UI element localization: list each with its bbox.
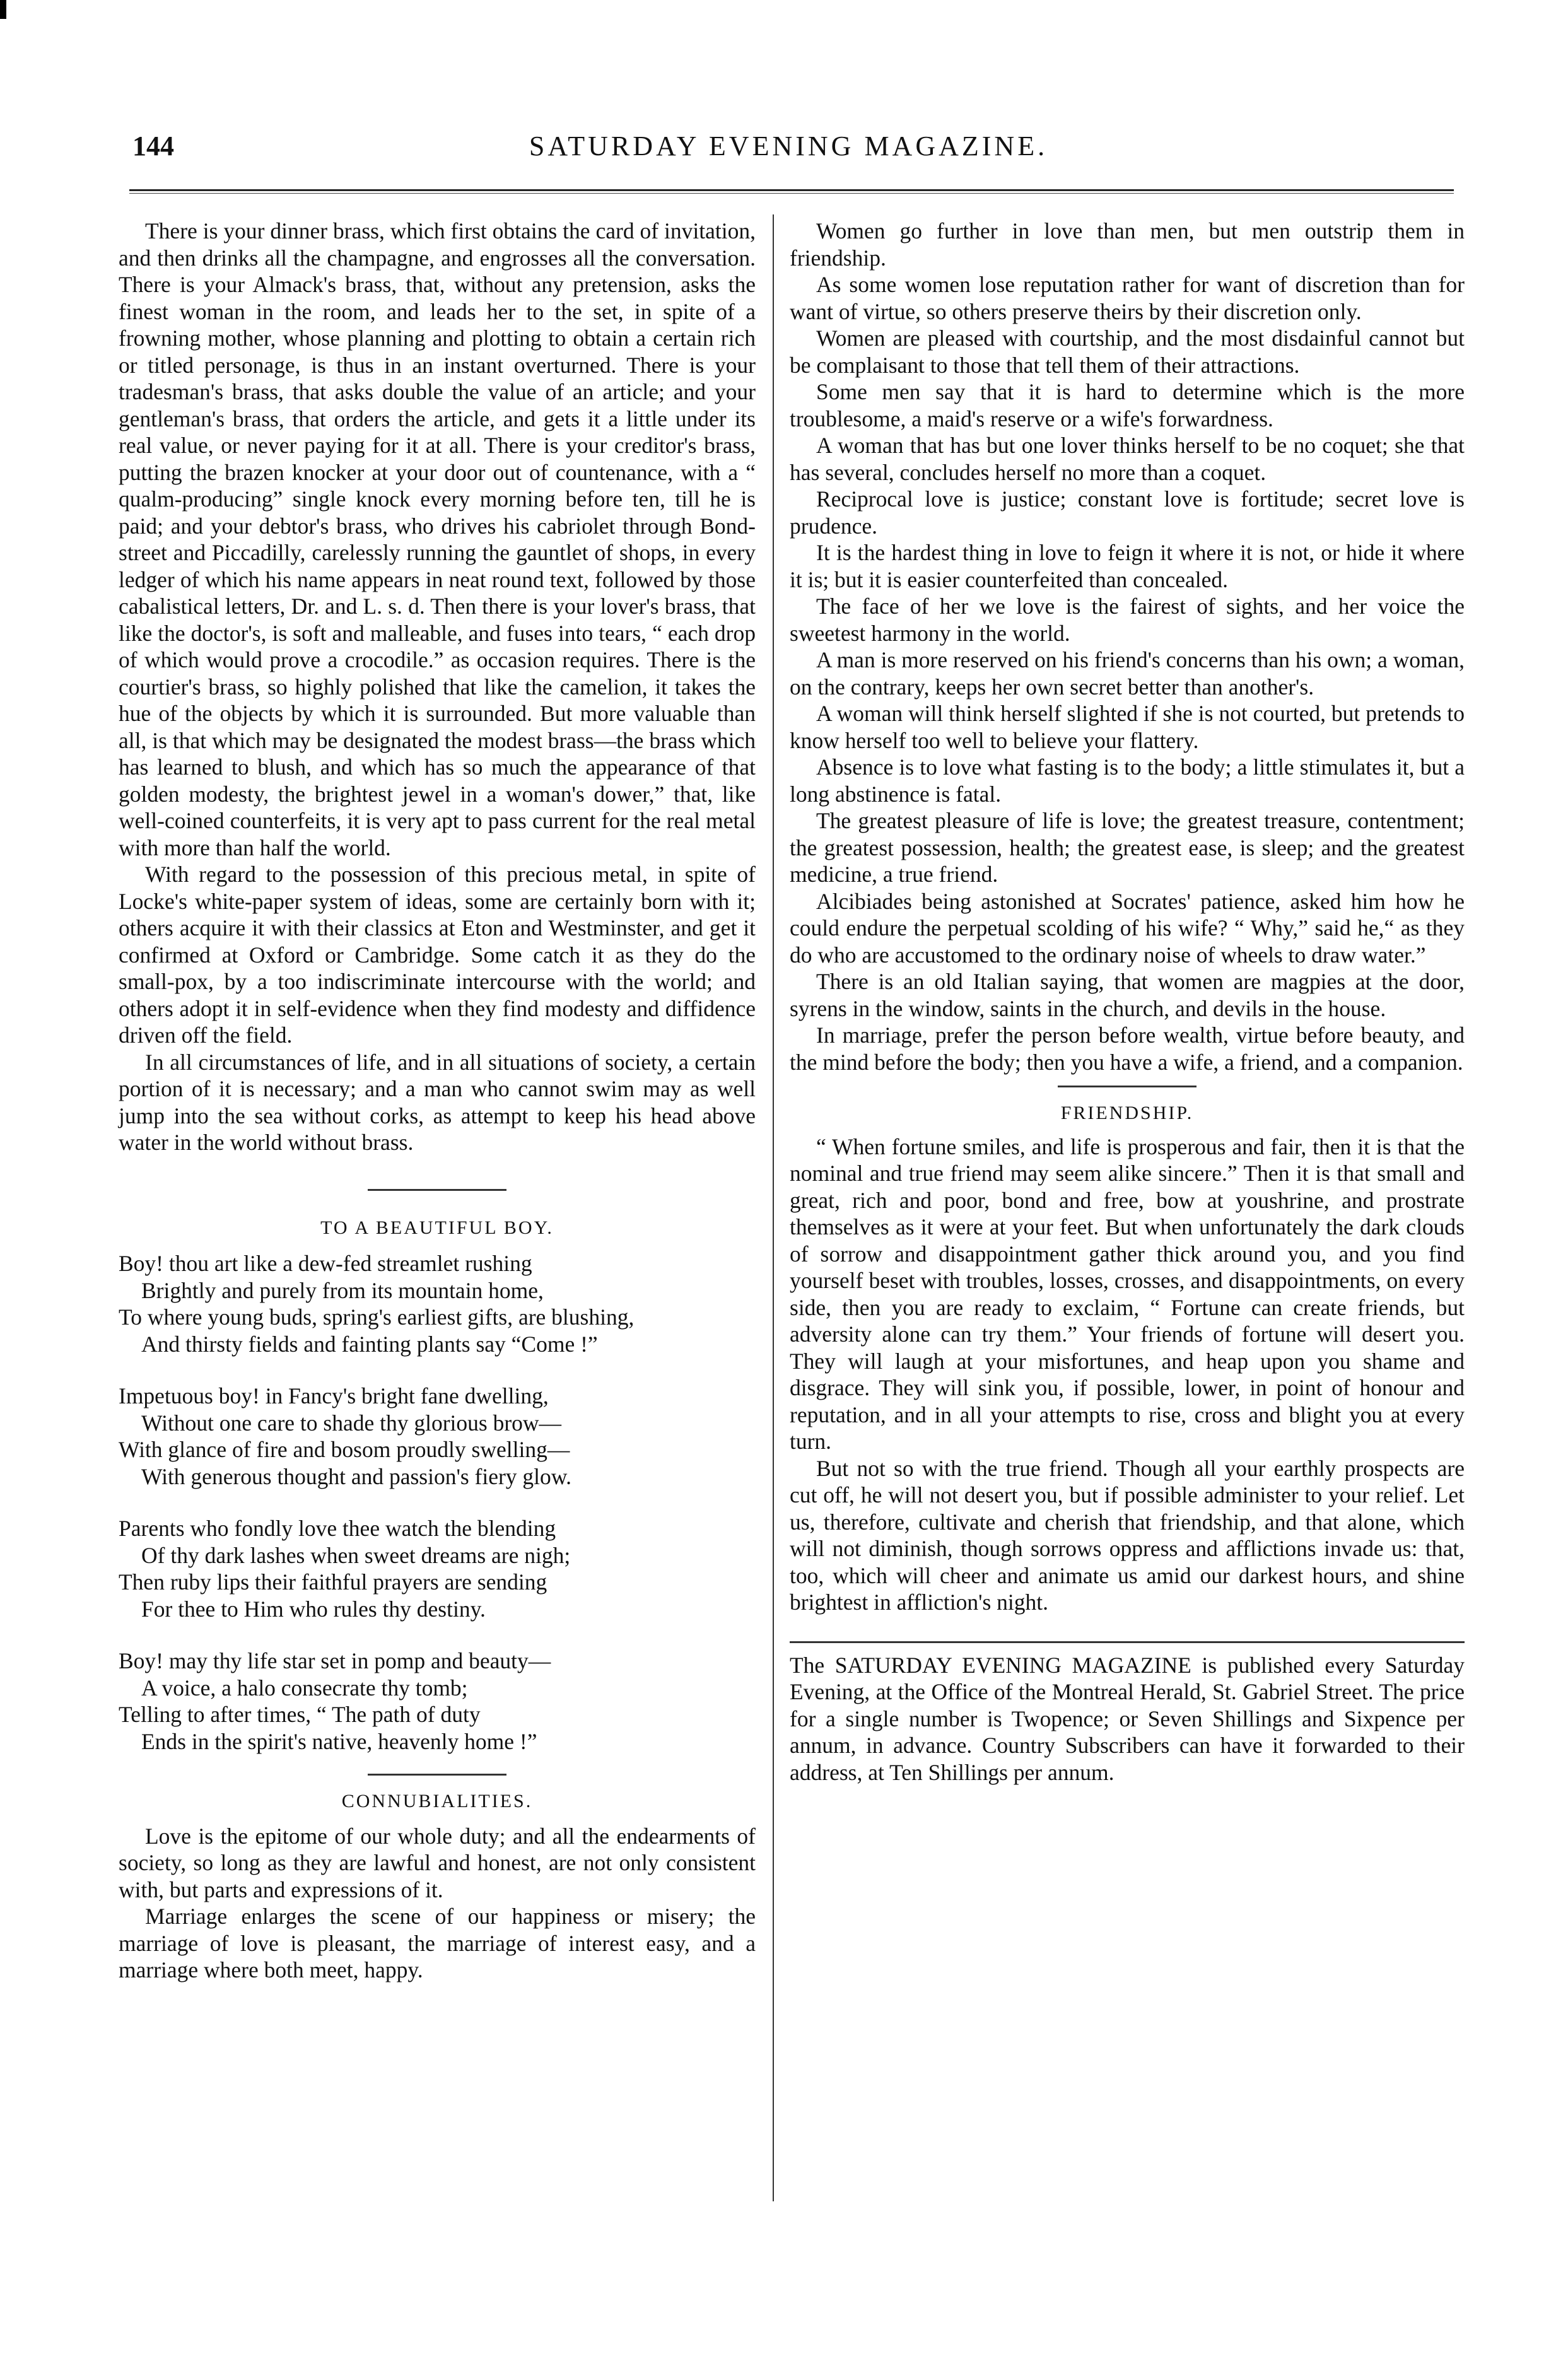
poem-line: With glance of fire and bosom proudly swelling— [119,1437,570,1462]
poem [119,1250,756,1755]
connubialities-paragraph-2: Marriage enlarges the scene of our happiness or misery; the marriage of love is pleasant, the marriage of interest easy, and a marriage where both meet, happy. [119,1904,756,1982]
poem-line: Parents who fondly love thee watch the blending [119,1516,556,1541]
brass-paragraph-2: With regard to the possession of this precious metal, in spite of Locke's white-paper system of ideas, some are certainly born with it; others acquire it with their classics at Eton and Westminster, and get it confirmed at Oxford or Cambridge. Some catch it as they do the small-pox, by a too indiscriminate intercourse with the world; and others adopt it in self-evidence when they find modesty and diffidence driven off the field. [119,862,756,1048]
scan-mark [0,0,6,19]
maxim: Absence is to love what fasting is to the body; a little stimulates it, but a long abstinence is fatal. [790,754,1465,807]
poem-line: Impetuous boy! in Fancy's bright fane dwelling, [119,1383,549,1408]
maxim: It is the hardest thing in love to feign it where it is not, or hide it where it is; but it is easier counterfeited than concealed. [790,540,1465,592]
poem-stanza [119,1648,756,1755]
poem-line: Then ruby lips their faithful prayers are sending [119,1569,547,1595]
poem-line: Without one care to shade thy glorious brow— [141,1410,562,1436]
maxim: The greatest pleasure of life is love; the greatest treasure, contentment; the greatest possession, health; the greatest ease, is sleep; and the greatest medicine, a true friend. [790,808,1465,887]
connubialities-title: CONNUBIALITIES. [341,1791,533,1812]
right-column [790,218,1465,1786]
maxim: Reciprocal love is justice; constant love is fortitude; secret love is prudence. [790,486,1465,539]
maxim: A woman that has but one lover thinks herself to be no coquet; she that has several, concludes herself no more than a coquet. [790,433,1465,485]
poem-line: With generous thought and passion's fiery glow. [141,1463,571,1489]
poem-stanza [119,1515,756,1622]
publisher-notice: The SATURDAY EVENING MAGAZINE is published every Saturday Evening, at the Office of the Montreal Herald, St. Gabriel Street. The price for a single number is Twopence; or Seven Shillings and Sixpence per annum, in advance. Country Subscribers can have it forwarded to their address, at Ten Shillings per annum. [790,1641,1465,1786]
brass-paragraph-1: There is your dinner brass, which first obtains the card of invitation, and then drinks all the champagne, and engrosses all the conversation. There is your Almack's brass, that, without any pretension, asks the finest woman in the room, and leads her to the set, in spite of a frowning mother, whose planning and plotting to obtain a certain rich or titled personage, is thus in an instant overturned. There is your tradesman's brass, that asks double the value of an article; and your gentleman's brass, that orders the article, and gets it a little under its real value, or never paying for it at all. There is your creditor's brass, putting the brazen knocker at your door out of countenance, with a “ qualm-producing” single knock every morning before ten, till he is paid; and your debtor's brass, who drives his cabriolet through Bond-street and Piccadilly, carelessly running the gauntlet of shops, in every ledger of which his name appears in neat round text, followed by those cabalistical letters, Dr. and L. s. d. Then there is your lover's brass, that like the doctor's, is soft and malleable, and fuses into tears, “ each drop of which would prove a crocodile.” as occasion requires. There is the courtier's brass, so highly polished that like the camelion, it takes the hue of the objects by which it is surrounded. But more valuable than all, is that which may be designated the modest brass—the brass which has learned to blush, and which has so much the appearance of that golden modesty, the brightest jewel in a woman's dower,” that, like well-coined counterfeits, it is very apt to pass current for the real metal with more than half the world. [119,218,756,860]
poem-line: A voice, a halo consecrate thy tomb; [141,1675,468,1701]
poem-title: TO A BEAUTIFUL BOY. [320,1217,554,1238]
poem-stanza [119,1250,756,1357]
friendship-title: FRIENDSHIP. [1060,1103,1194,1123]
maxim: A woman will think herself slighted if she is not courted, but pretends to know herself too well to believe your flattery. [790,701,1465,753]
friendship-paragraph-2: But not so with the true friend. Though all your earthly prospects are cut off, he will not desert you, but if possible administer to your relief. Let us, therefore, cultivate and cherish that friendship, and that alone, which will not diminish, though sorrows oppress and afflictions invade us: that, too, which will cheer and animate us amid our darkest hours, and shine brightest in affliction's night. [790,1455,1465,1615]
maxim: Women are pleased with courtship, and the most disdainful cannot but be complaisant to those that tell them of their attractions. [790,325,1465,378]
page-header [120,126,1457,170]
connubialities-paragraph-1: Love is the epitome of our whole duty; and all the endearments of society, so long as they are lawful and honest, are not only consistent with, but parts and expressions of it. [119,1823,756,1902]
maxim: There is an old Italian saying, that women are magpies at the door, syrens in the window, saints in the church, and devils in the house. [790,969,1465,1021]
poem-line: To where young buds, spring's earliest gifts, are blushing, [119,1304,635,1330]
column-divider [773,214,774,2201]
maxim: Some men say that it is hard to determine which is the more troublesome, a maid's reserve or a wife's forwardness. [790,379,1465,431]
maxim: As some women lose reputation rather for want of discretion than for want of virtue, so others preserve theirs by their discretion only. [790,272,1465,324]
header-rule [129,189,1454,191]
maxim: A man is more reserved on his friend's concerns than his own; a woman, on the contrary, keeps her own secret better than another's. [790,647,1465,700]
section-rule [368,1189,506,1191]
brass-paragraph-3: In all circumstances of life, and in all situations of society, a certain portion of it is necessary; and a man who cannot swim may as well jump into the sea without corks, as attempt to keep his head above water in the world without brass. [119,1049,756,1155]
poem-stanza [119,1383,756,1490]
poem-line: And thirsty fields and fainting plants say “Come !” [141,1331,598,1357]
poem-line: Boy! may thy life star set in pomp and beauty— [119,1648,551,1673]
maxim: In marriage, prefer the person before wealth, virtue before beauty, and the mind before the body; then you have a wife, a friend, and a companion. [790,1022,1465,1075]
poem-line: Of thy dark lashes when sweet dreams are nigh; [141,1542,571,1568]
maxim: The face of her we love is the fairest of sights, and her voice the sweetest harmony in the world. [790,594,1465,646]
header-rule-thin [129,193,1454,194]
poem-line: Boy! thou art like a dew-fed streamlet rushing [119,1251,532,1276]
maxim: Alcibiades being astonished at Socrates' patience, asked him how he could endure the perpetual scolding of his wife? “ Why,” said he,“ as they do who are accustomed to the ordinary noise of wheels to draw water.” [790,888,1465,968]
section-rule [1058,1086,1196,1087]
section-rule [368,1774,506,1776]
left-column [119,218,756,1984]
poem-line: Brightly and purely from its mountain home, [141,1277,544,1303]
maxim: Women go further in love than men, but men outstrip them in friendship. [790,218,1465,271]
running-title: SATURDAY EVENING MAGAZINE. [529,131,1048,161]
friendship-paragraph-1: “ When fortune smiles, and life is prosperous and fair, then it is that the nominal and true friend may seem alike sincere.” Then it is that small and great, rich and poor, bond and free, bow at youshrine, and prostrate themselves as it were at your feet. But when unfortunately the dark clouds of sorrow and disappointment gather thick around you, and you find yourself beset with troubles, losses, crosses, and disappointments, on every side, then you are ready to exclaim, “ Fortune can create friends, but adversity alone can try them.” Your friends of fortune will desert you. They will laugh at your misfortunes, and heap upon you shame and disgrace. They will sink you, if possible, lower, in point of honour and reputation, and in all your attempts to rise, cross and blight you at every turn. [790,1133,1465,1454]
poem-line: Ends in the spirit's native, heavenly home !” [141,1728,537,1754]
poem-line: For thee to Him who rules thy destiny. [141,1596,486,1622]
poem-line: Telling to after times, “ The path of duty [119,1702,481,1727]
page-number: 144 [132,131,174,161]
